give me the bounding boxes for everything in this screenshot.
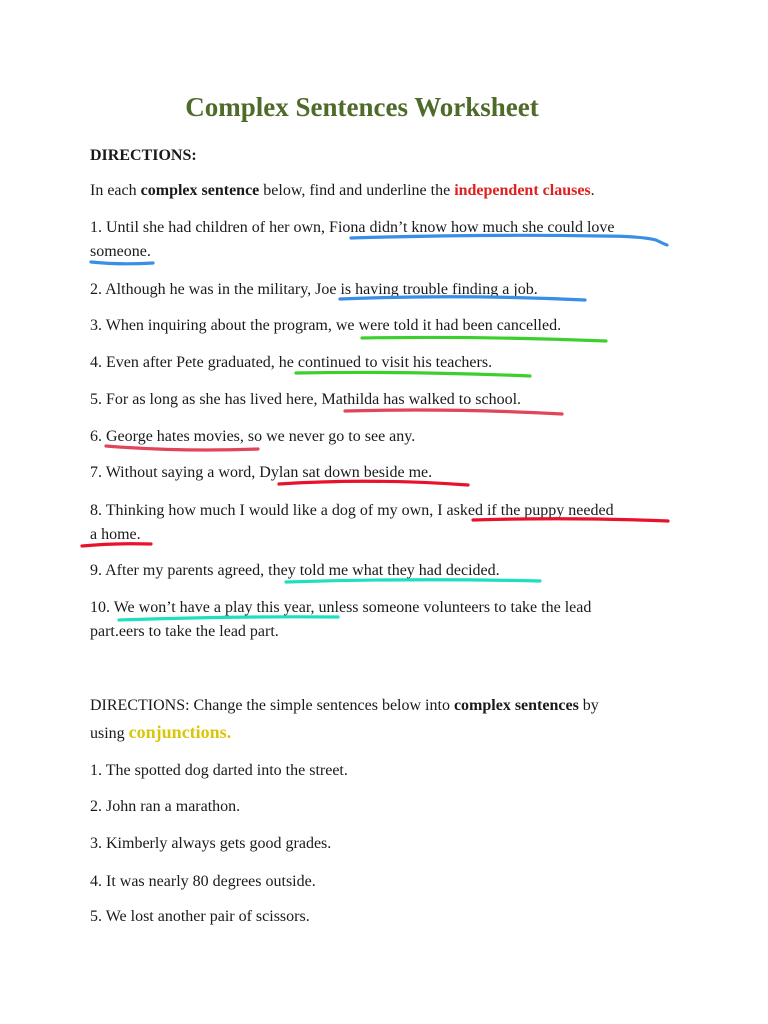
instruction-pre: In each <box>90 182 141 199</box>
part2-item-4: 4. It was nearly 80 degrees outside. <box>90 873 316 890</box>
part2-item-2: 2. John ran a marathon. <box>90 798 241 815</box>
instruction-post: . <box>590 182 595 199</box>
item-10-line-2: part.eers to take the lead part. <box>90 623 279 640</box>
part2-instruction-bold: complex sentences <box>453 697 579 714</box>
part2-item-3: 3. Kimberly always gets good grades. <box>90 835 332 852</box>
part2-instruction-highlight: conjunctions. <box>128 722 232 742</box>
item-3: 3. When inquiring about the program, we were told it had been cancelled. <box>90 317 562 334</box>
part2-item-5: 5. We lost another pair of scissors. <box>90 908 310 925</box>
instruction-bold: complex sentence <box>140 182 260 199</box>
item-1-line-1: 1. Until she had children of her own, Fiona didn’t know how much she could love <box>90 219 615 236</box>
item-8-line-2: a home. <box>90 526 141 543</box>
part2-instruction-line-1 <box>90 694 599 718</box>
directions-heading: DIRECTIONS: <box>90 147 197 164</box>
item-8-line-1: 8. Thinking how much I would like a dog of my own, I asked if the puppy needed <box>90 502 614 519</box>
item-10-line-1: 10. We won’t have a play this year, unless someone volunteers to take the lead <box>90 599 592 616</box>
item-9: 9. After my parents agreed, they told me what they had decided. <box>90 562 500 579</box>
item-5: 5. For as long as she has lived here, Mathilda has walked to school. <box>90 391 522 408</box>
item-4: 4. Even after Pete graduated, he continued to visit his teachers. <box>90 354 493 371</box>
item-6: 6. George hates movies, so we never go to see any. <box>90 428 416 445</box>
page-title: Complex Sentences Worksheet <box>185 92 539 122</box>
instruction-line <box>90 179 595 203</box>
item-1-line-2: someone. <box>90 243 151 260</box>
part2-instruction-post: by <box>578 697 599 714</box>
part2-instruction-line-2 <box>90 720 231 746</box>
item-2: 2. Although he was in the military, Joe is having trouble finding a job. <box>90 281 538 298</box>
item-7: 7. Without saying a word, Dylan sat down beside me. <box>90 464 433 481</box>
instruction-mid: below, find and underline the <box>259 182 455 199</box>
instruction-highlight: independent clauses <box>454 182 591 199</box>
part2-instruction-line2-pre: using <box>90 725 129 742</box>
part2-item-1: 1. The spotted dog darted into the street. <box>90 762 348 779</box>
part2-instruction-pre: DIRECTIONS: Change the simple sentences below into <box>90 697 454 714</box>
